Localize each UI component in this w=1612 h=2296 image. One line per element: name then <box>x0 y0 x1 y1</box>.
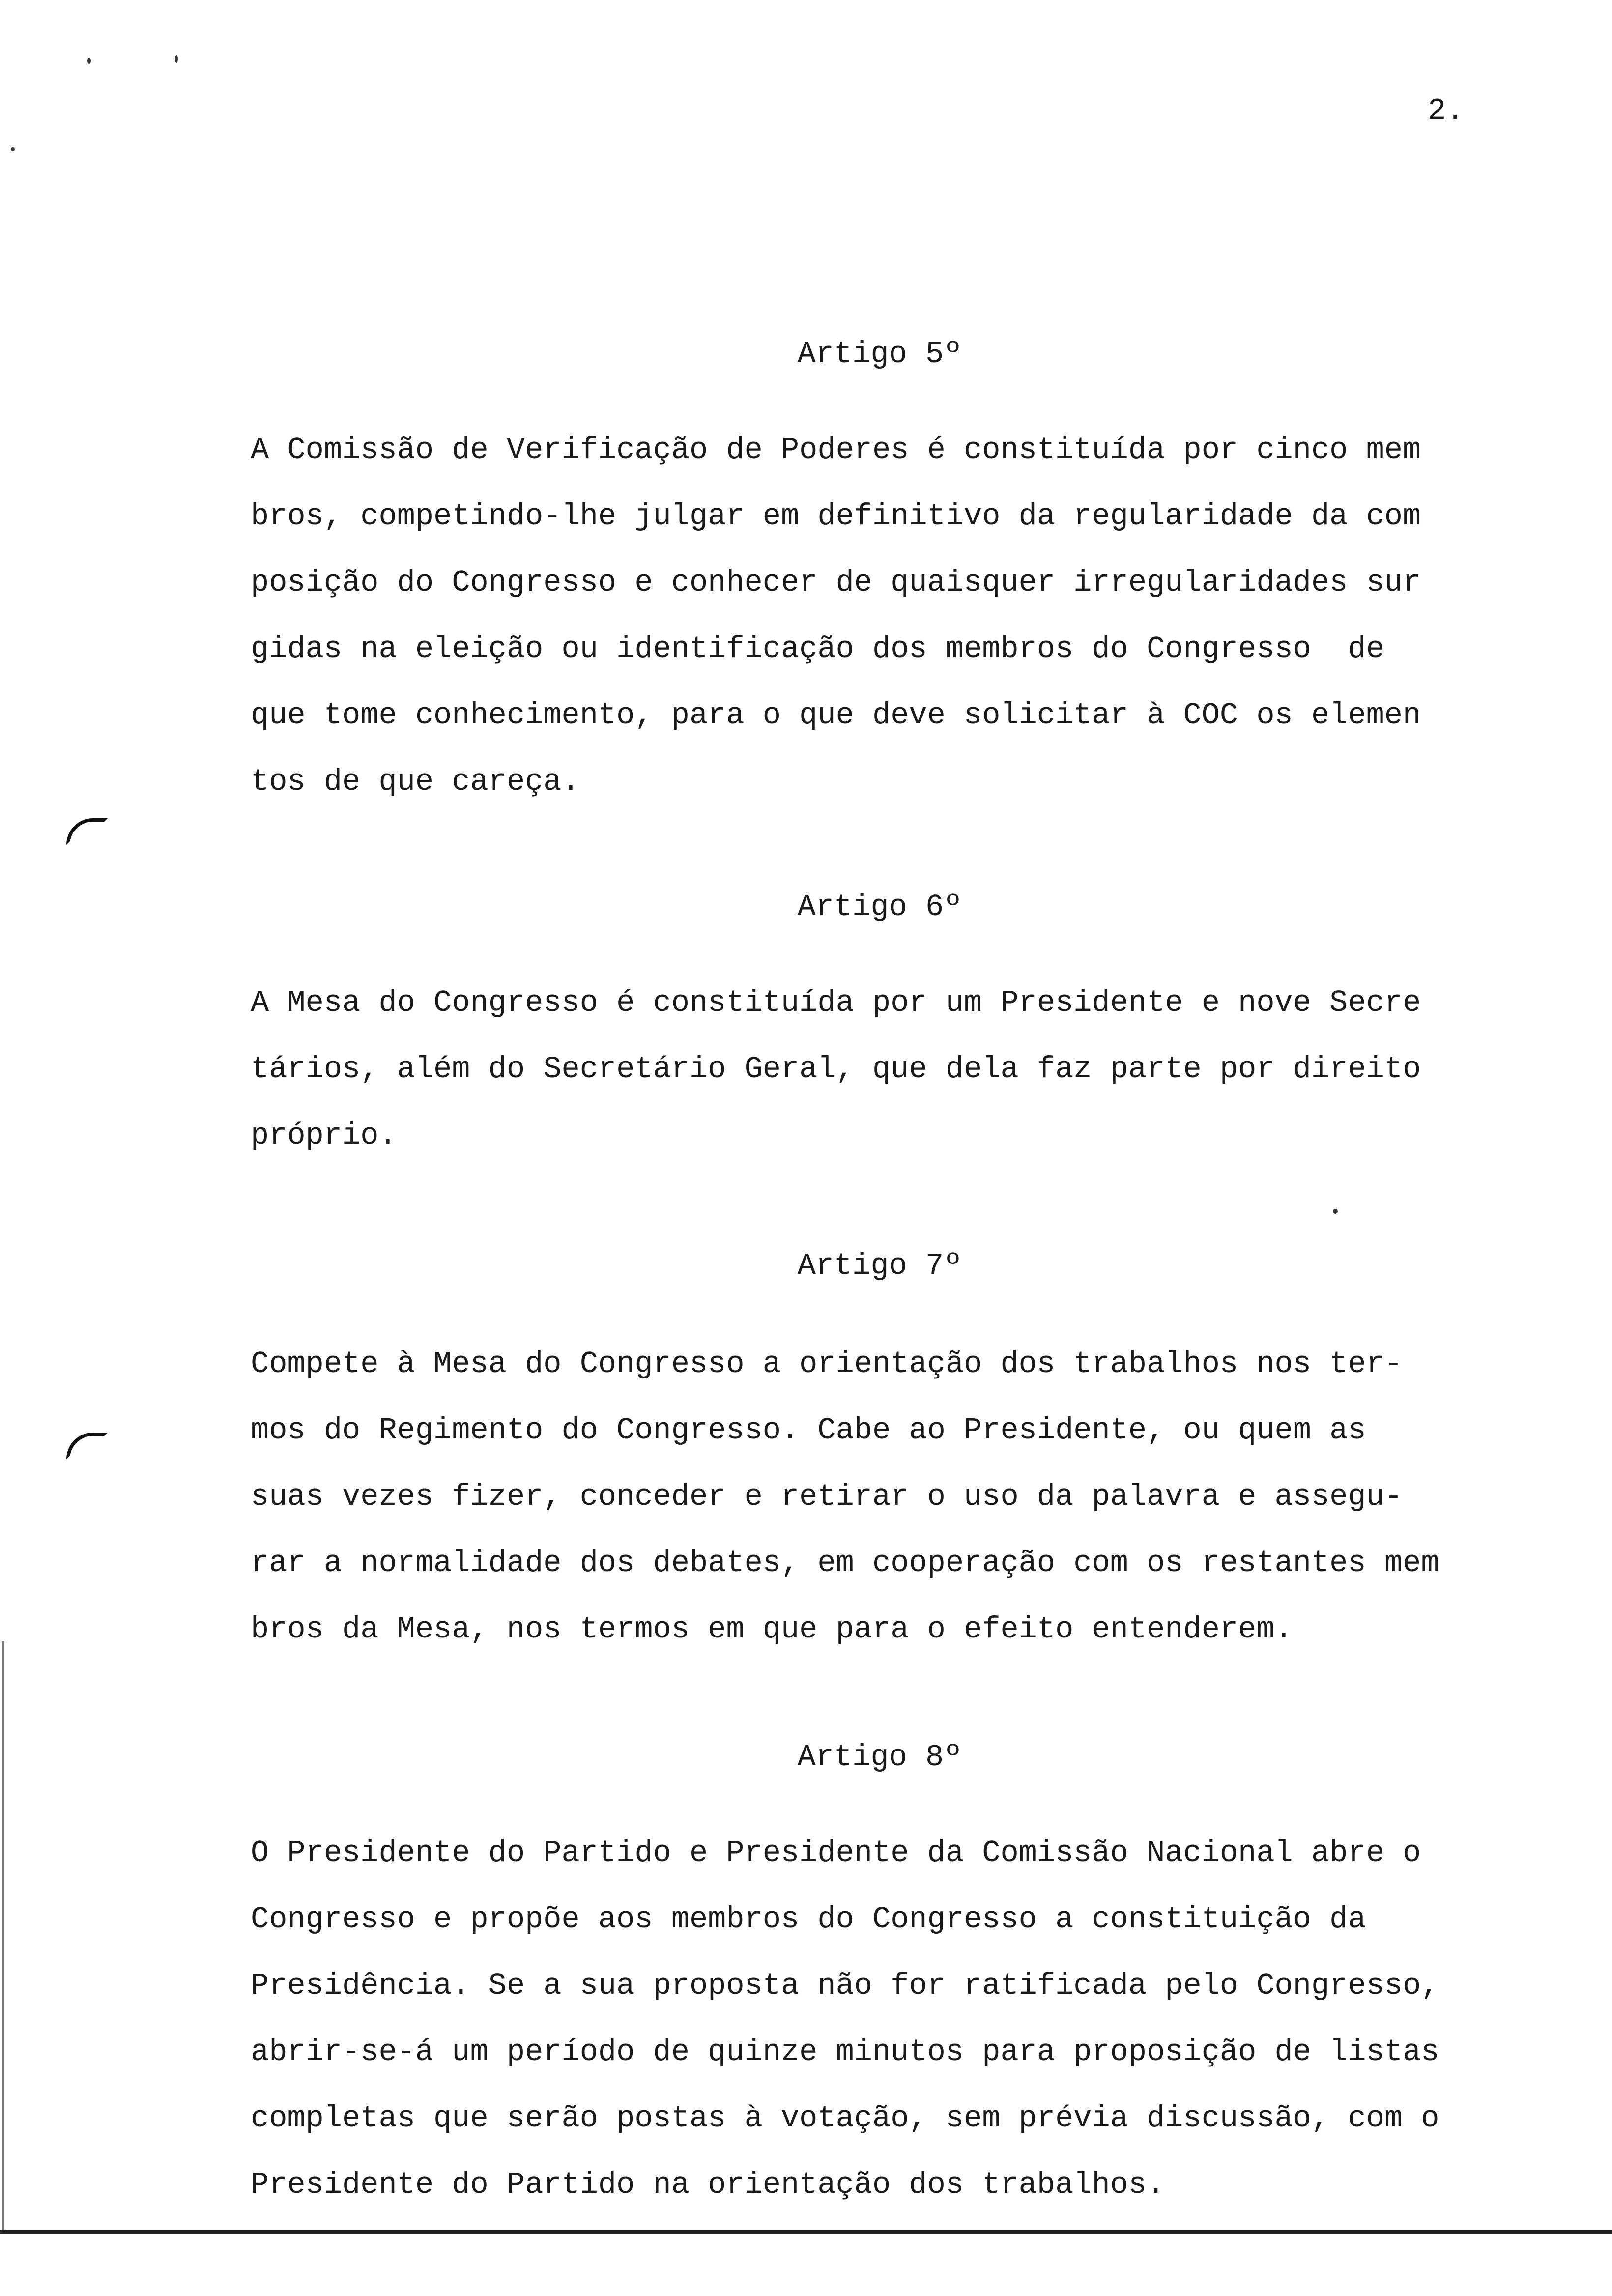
text-line: A Mesa do Congresso é constituída por um Presidente e nove Secre <box>251 985 1421 1020</box>
scan-speck <box>175 55 178 63</box>
text-line: tos de que careça. <box>251 764 580 799</box>
text-line: Congresso e propõe aos membros do Congresso a constituição da <box>251 1902 1366 1937</box>
text-line: mos do Regimento do Congresso. Cabe ao Presidente, ou quem as <box>251 1413 1366 1448</box>
scan-speck <box>1333 1209 1338 1214</box>
text-line: A Comissão de Verificação de Poderes é constituída por cinco mem <box>251 432 1421 467</box>
text-line: Presidência. Se a sua proposta não for ratificada pelo Congresso, <box>251 1968 1439 2003</box>
punch-hole-mark <box>66 818 108 845</box>
text-line: O Presidente do Partido e Presidente da Comissão Nacional abre o <box>251 1836 1421 1870</box>
text-line: gidas na eleição ou identificação dos membros do Congresso de <box>251 631 1384 666</box>
text-line: bros da Mesa, nos termos em que para o efeito entenderem. <box>251 1612 1293 1647</box>
punch-hole-mark <box>66 1433 108 1459</box>
text-line: Presidente do Partido na orientação dos trabalhos. <box>251 2167 1165 2202</box>
scan-bottom-rule <box>0 2230 1612 2234</box>
scan-edge-line <box>2 1641 4 2231</box>
text-line: rar a normalidade dos debates, em cooperação com os restantes mem <box>251 1546 1439 1580</box>
text-line: tários, além do Secretário Geral, que dela faz parte por direito <box>251 1052 1421 1087</box>
text-line: Compete à Mesa do Congresso a orientação dos trabalhos nos ter- <box>251 1347 1403 1381</box>
article-heading: Artigo 5º <box>797 337 962 372</box>
page-number: 2. <box>1428 93 1465 128</box>
scan-speck <box>11 147 15 151</box>
text-line: completas que serão postas à votação, sem prévia discussão, com o <box>251 2101 1439 2136</box>
text-line: posição do Congresso e conhecer de quaisquer irregularidades sur <box>251 565 1421 600</box>
article-heading: Artigo 7º <box>797 1248 962 1283</box>
text-line: abrir-se-á um período de quinze minutos para proposição de listas <box>251 2035 1439 2069</box>
scan-speck <box>87 58 91 64</box>
text-line: próprio. <box>251 1118 397 1153</box>
text-line: que tome conhecimento, para o que deve solicitar à COC os elemen <box>251 698 1421 733</box>
text-line: suas vezes fizer, conceder e retirar o uso da palavra e assegu- <box>251 1479 1403 1514</box>
article-heading: Artigo 6º <box>797 890 962 924</box>
article-heading: Artigo 8º <box>797 1740 962 1775</box>
text-line: bros, competindo-lhe julgar em definitivo da regularidade da com <box>251 499 1421 534</box>
